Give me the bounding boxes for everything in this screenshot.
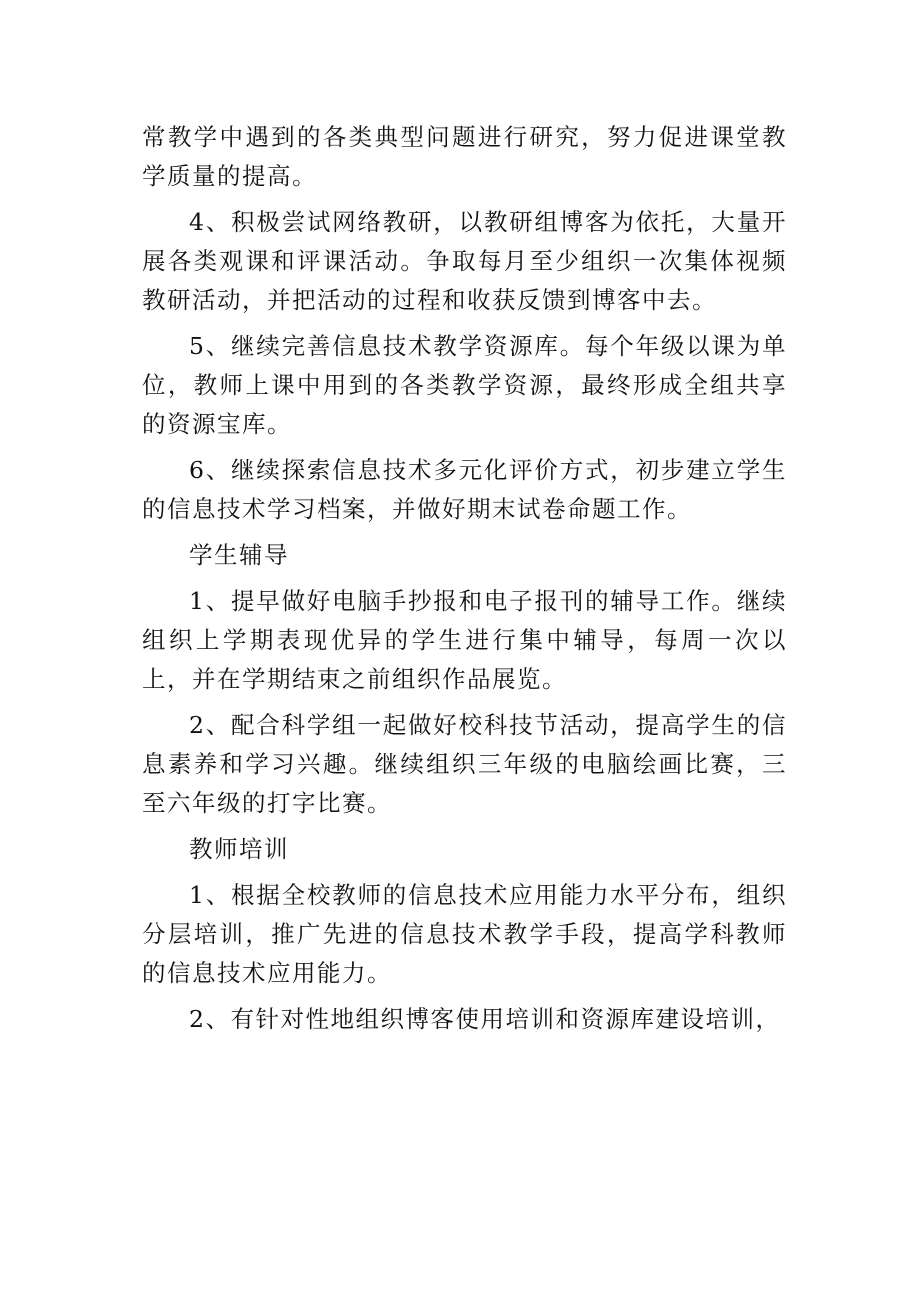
- paragraph-student-item-1: 1、提早做好电脑手抄报和电子报刊的辅导工作。继续组织上学期表现优异的学生进行集中辅导，每周一次以上，并在学期结束之前组织作品展览。: [142, 587, 787, 693]
- paragraph-item-5: 5、继续完善信息技术教学资源库。每个年级以课为单位，教师上课中用到的各类教学资源，最终形成全组共享的资源宝库。: [142, 332, 787, 438]
- section-heading-teacher-training: 教师培训: [189, 835, 289, 863]
- paragraph-teacher-item-1: 1、根据全校教师的信息技术应用能力水平分布，组织分层培训，推广先进的信息技术教学手段，提高学科教师的信息技术应用能力。: [142, 881, 787, 987]
- document-body: [142, 118, 787, 1046]
- paragraph-item-4: 4、积极尝试网络教研，以教研组博客为依托，大量开展各类观课和评课活动。争取每月至少组织一次集体视频教研活动，并把活动的过程和收获反馈到博客中去。: [142, 208, 787, 314]
- paragraph-student-item-2: 2、配合科学组一起做好校科技节活动，提高学生的信息素养和学习兴趣。继续组织三年级的电脑绘画比赛，三至六年级的打字比赛。: [142, 711, 787, 817]
- paragraph-item-6: 6、继续探索信息技术多元化评价方式，初步建立学生的信息技术学习档案，并做好期末试卷命题工作。: [142, 456, 787, 523]
- section-heading-student-guidance: 学生辅导: [189, 541, 289, 569]
- paragraph-teacher-item-2: 2、有针对性地组织博客使用培训和资源库建设培训，: [189, 1005, 781, 1033]
- paragraph-continuation: 常教学中遇到的各类典型问题进行研究，努力促进课堂教学质量的提高。: [142, 123, 787, 190]
